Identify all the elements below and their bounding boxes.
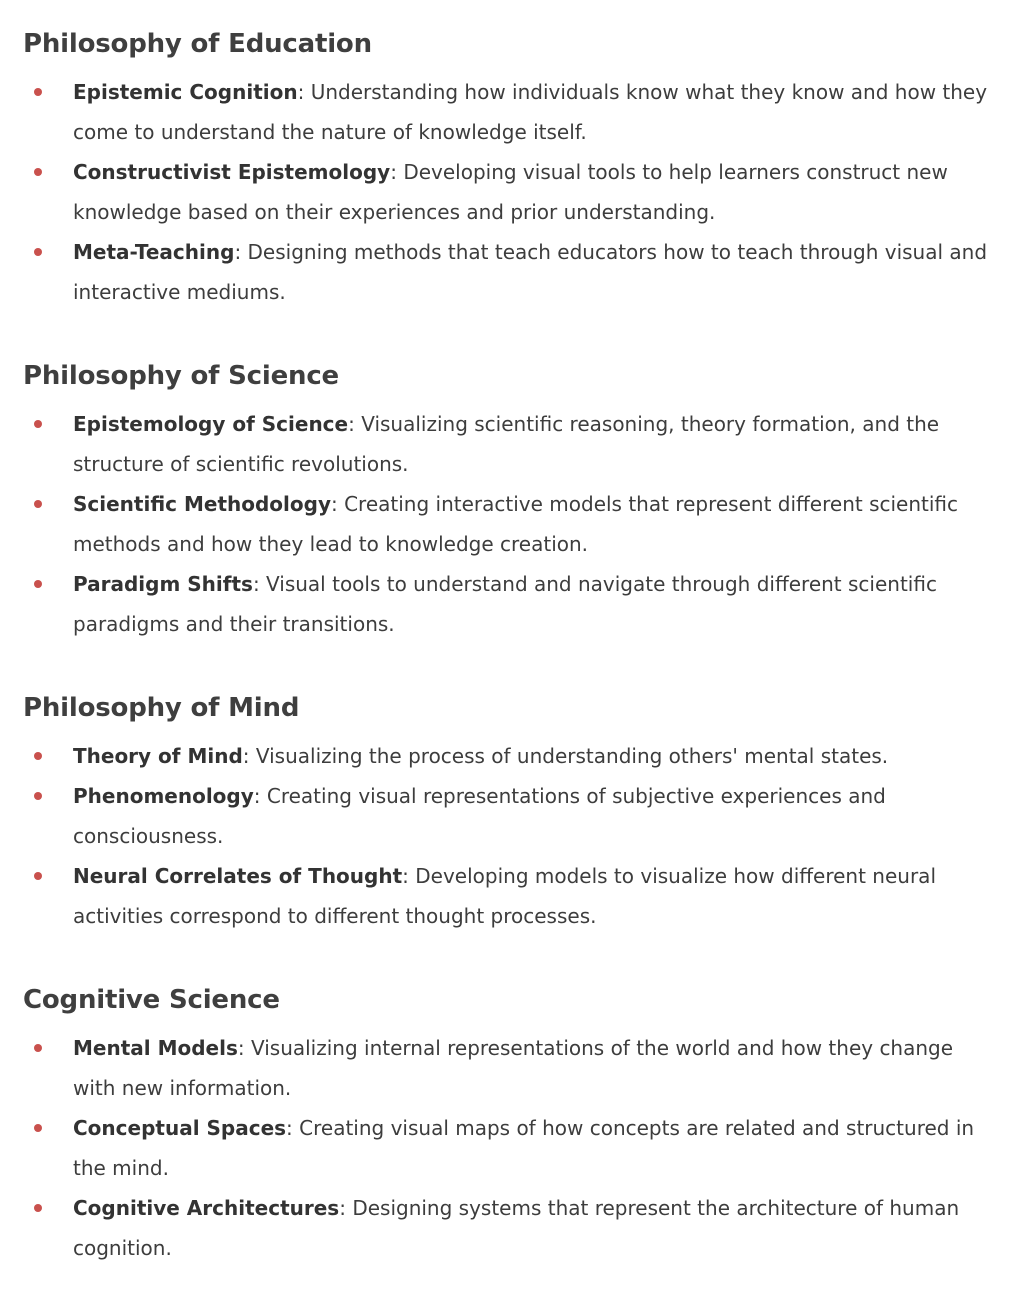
list-item bbox=[23, 1028, 993, 1108]
item-term: Constructivist Epistemology bbox=[73, 160, 391, 184]
item-term: Cognitive Architectures bbox=[73, 1196, 340, 1220]
item-term: Epistemic Cognition bbox=[73, 80, 298, 104]
list-item bbox=[23, 232, 993, 312]
item-description: : Visualizing internal representations of the world and how they change with new information. bbox=[73, 1036, 954, 1100]
section-philosophy-of-education bbox=[23, 22, 993, 312]
list-item bbox=[23, 776, 993, 856]
section-philosophy-of-science bbox=[23, 354, 993, 644]
item-term: Theory of Mind bbox=[73, 744, 243, 768]
item-description: : Visualizing scientific reasoning, theory formation, and the structure of scientific revolutions. bbox=[73, 412, 940, 476]
item-description: : Creating visual maps of how concepts are related and structured in the mind. bbox=[73, 1116, 975, 1180]
bullet-list bbox=[23, 1028, 993, 1268]
list-item bbox=[23, 72, 993, 152]
bullet-list bbox=[23, 72, 993, 312]
list-item bbox=[23, 484, 993, 564]
section-heading: Cognitive Science bbox=[23, 985, 280, 1015]
bullet-list bbox=[23, 736, 993, 936]
item-term: Conceptual Spaces bbox=[73, 1116, 287, 1140]
item-description: : Creating interactive models that represent different scientific methods and how they lead to knowledge creation. bbox=[73, 492, 959, 556]
section-heading: Philosophy of Education bbox=[23, 29, 372, 59]
item-description: : Visualizing the process of understanding others' mental states. bbox=[242, 744, 889, 768]
list-item bbox=[23, 404, 993, 484]
list-item bbox=[23, 1108, 993, 1188]
item-description: : Developing visual tools to help learners construct new knowledge based on their experiences and prior understanding. bbox=[73, 160, 948, 224]
list-item bbox=[23, 736, 993, 776]
list-item bbox=[23, 856, 993, 936]
item-description: : Visual tools to understand and navigate through different scientific paradigms and their transitions. bbox=[73, 572, 937, 636]
item-term: Neural Correlates of Thought bbox=[73, 864, 403, 888]
item-term: Phenomenology bbox=[73, 784, 254, 808]
item-term: Scientific Methodology bbox=[73, 492, 331, 516]
list-item bbox=[23, 1188, 993, 1268]
section-heading: Philosophy of Science bbox=[23, 361, 339, 391]
item-term: Mental Models bbox=[73, 1036, 238, 1060]
item-term: Paradigm Shifts bbox=[73, 572, 253, 596]
item-description: : Designing methods that teach educators how to teach through visual and interactive mediums. bbox=[73, 240, 988, 304]
list-item bbox=[23, 152, 993, 232]
section-philosophy-of-mind bbox=[23, 686, 993, 936]
item-description: : Developing models to visualize how different neural activities correspond to different thought processes. bbox=[73, 864, 936, 928]
list-item bbox=[23, 564, 993, 644]
item-description: : Designing systems that represent the architecture of human cognition. bbox=[73, 1196, 960, 1260]
section-cognitive-science bbox=[23, 978, 993, 1268]
bullet-list bbox=[23, 404, 993, 644]
item-description: : Understanding how individuals know what they know and how they come to understand the nature of knowledge itself. bbox=[73, 80, 988, 144]
item-term: Meta-Teaching bbox=[73, 240, 235, 264]
item-description: : Creating visual representations of subjective experiences and consciousness. bbox=[73, 784, 886, 848]
section-heading: Philosophy of Mind bbox=[23, 693, 300, 723]
item-term: Epistemology of Science bbox=[73, 412, 349, 436]
